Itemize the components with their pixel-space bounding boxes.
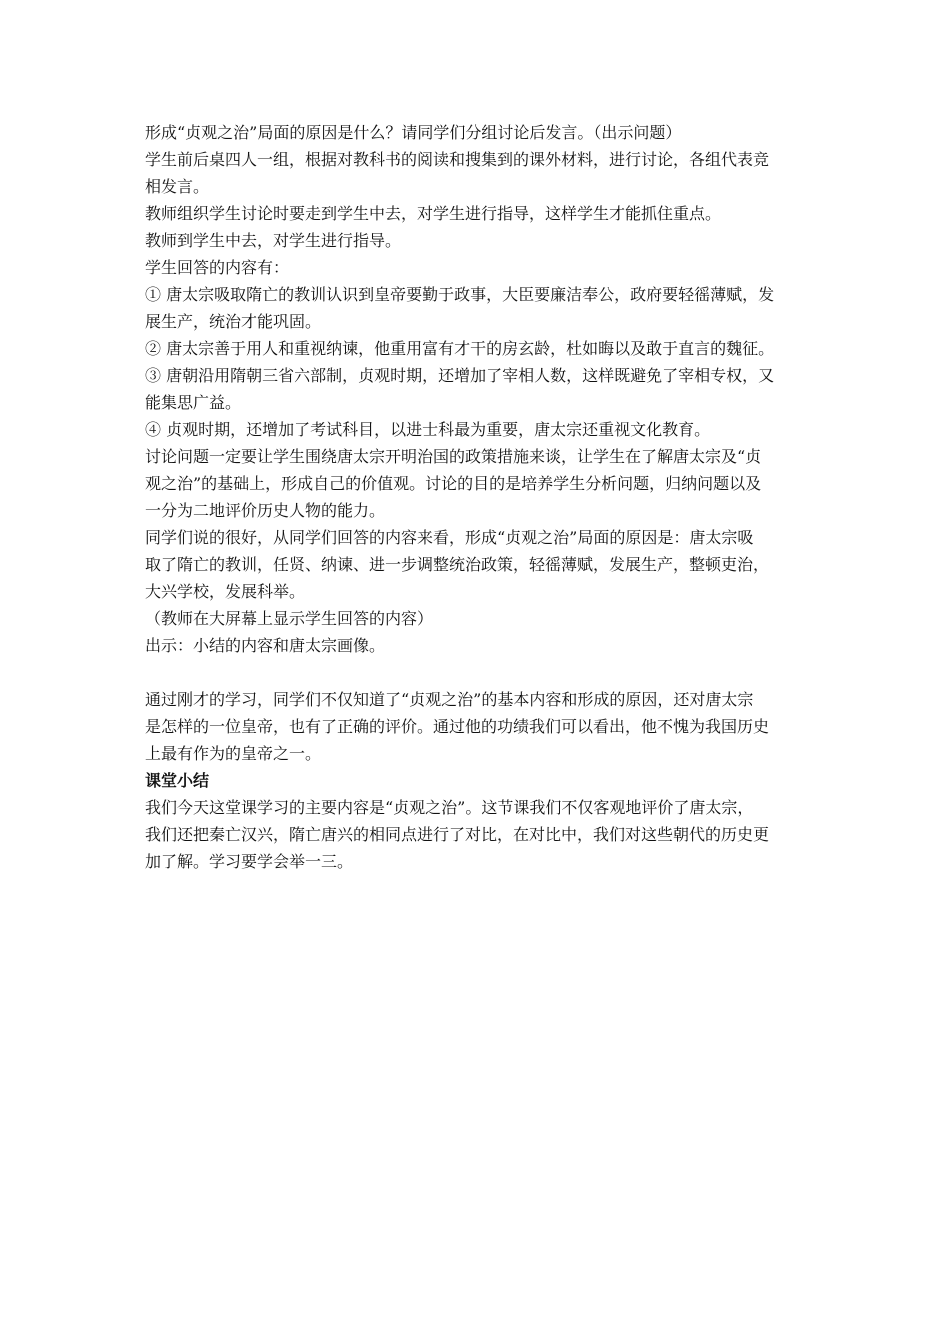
text-line: 形成“贞观之治”局面的原因是什么？请同学们分组讨论后发言。（出示问题） <box>145 123 682 142</box>
text-line: 大兴学校，发展科举。 <box>145 582 306 601</box>
answer-item-4: ④ 贞观时期，还增加了考试科目，以进士科最为重要，唐太宗还重视文化教育。 <box>145 420 711 439</box>
text-line: 一分为二地评价历史人物的能力。 <box>145 501 386 520</box>
text-line: 展生产，统治才能巩固。 <box>145 312 322 331</box>
text-line: （教师在大屏幕上显示学生回答的内容） <box>145 609 434 628</box>
paragraph-spacer <box>145 659 810 686</box>
conclusion-line: 加了解。学习要学会举一三。 <box>145 852 354 871</box>
text-line: 讨论问题一定要让学生围绕唐太宗开明治国的政策措施来谈，让学生在了解唐太宗及“贞 <box>145 447 762 466</box>
section-heading: 课堂小结 <box>145 771 210 790</box>
conclusion-line: 我们今天这堂课学习的主要内容是“贞观之治”。这节课我们不仅客观地评价了唐太宗， <box>145 798 754 817</box>
text-line: 观之治”的基础上，形成自己的价值观。讨论的目的是培养学生分析问题，归纳问题以及 <box>145 474 762 493</box>
summary-line: 通过刚才的学习，同学们不仅知道了“贞观之治”的基本内容和形成的原因，还对唐太宗 <box>145 690 754 709</box>
answer-item-1: ① 唐太宗吸取隋亡的教训认识到皇帝要勤于政事，大臣要廉洁奉公，政府要轻徭薄赋，发 <box>145 285 775 304</box>
answer-item-2: ② 唐太宗善于用人和重视纳谏，他重用富有才干的房玄龄，杜如晦以及敢于直言的魏征。 <box>145 339 775 358</box>
answer-item-3: ③ 唐朝沿用隋朝三省六部制，贞观时期，还增加了宰相人数，这样既避免了宰相专权，又 <box>145 366 775 385</box>
text-line: 学生前后桌四人一组，根据对教科书的阅读和搜集到的课外材料，进行讨论，各组代表竞 <box>145 150 770 169</box>
text-line: 学生回答的内容有： <box>145 258 290 277</box>
text-line: 相发言。 <box>145 177 210 196</box>
text-line: 教师到学生中去，对学生进行指导。 <box>145 231 402 250</box>
text-line: 能集思广益。 <box>145 393 242 412</box>
text-line: 取了隋亡的教训，任贤、纳谏、进一步调整统治政策，轻徭薄赋，发展生产，整顿吏治， <box>145 555 770 574</box>
text-line: 教师组织学生讨论时要走到学生中去，对学生进行指导，这样学生才能抓住重点。 <box>145 204 722 223</box>
summary-line: 是怎样的一位皇帝，也有了正确的评价。通过他的功绩我们可以看出，他不愧为我国历史 <box>145 717 770 736</box>
text-line: 同学们说的很好，从同学们回答的内容来看，形成“贞观之治”局面的原因是：唐太宗吸 <box>145 528 754 547</box>
summary-line: 上最有作为的皇帝之一。 <box>145 744 322 763</box>
text-line: 出示：小结的内容和唐太宗画像。 <box>145 636 386 655</box>
document-body <box>145 119 810 875</box>
conclusion-line: 我们还把秦亡汉兴，隋亡唐兴的相同点进行了对比，在对比中，我们对这些朝代的历史更 <box>145 825 770 844</box>
